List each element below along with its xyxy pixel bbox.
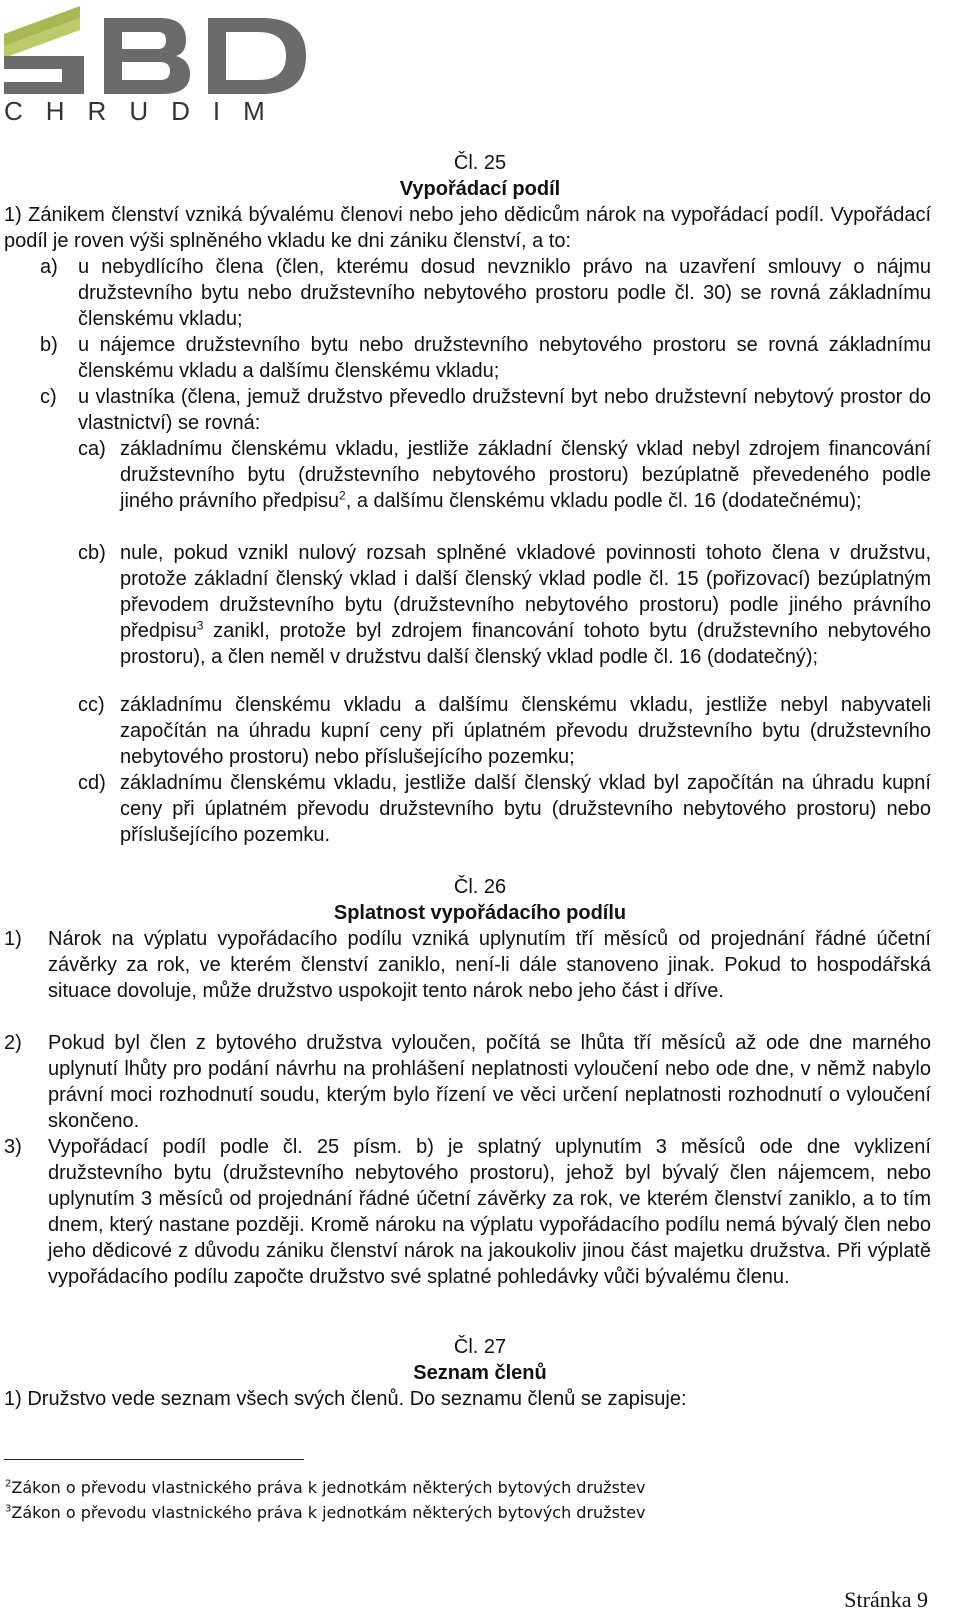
sbd-chrudim-logo [0,0,320,130]
list-item-text: u vlastníka (člena, jemuž družstvo převedlo družstevní byt nebo družstevní nebytový prostor do vlastnictví) se rovná: [78,386,931,434]
footnote-ref: 3 [196,618,204,633]
footnote [5,1502,646,1524]
article-25-heading [0,150,960,202]
sub-list-item [78,770,931,848]
footnote-mark: 2 [5,1478,12,1490]
article-26-heading [0,874,960,926]
list-item-text: Pokud byl člen z bytového družstva vyloučen, počítá se lhůta tří měsíců až ode dne marného uplynutí lhůty pro podání návrhu na prohlášení neplatnosti vyloučení nebo ode dne, v němž nabylo právní moci rozhodnutí soudu, kterým bylo řízení ve věci určení neplatnosti rozhodnutí o vyloučení skončeno. [48,1032,931,1132]
footnote-mark: 3 [5,1503,12,1515]
article-title: Splatnost vypořádacího podílu [333,902,627,924]
page-number: Stránka 9 [844,1587,928,1612]
footnote-ref: 2 [339,488,346,503]
list-item-text: Vypořádací podíl podle čl. 25 písm. b) je splatný uplynutím 3 měsíců ode dne vyklizení družstevního bytu (družstevního nebytového prostoru), jehož byl bývalý člen nájemcem, nebo uplynutím 3 měsíců od projednání řádné účetní závěrky za rok, ve kterém členství zaniklo, a to tím dnem, který nastane později. Kromě nároku na výplatu vypořádacího podílu nemá bývalý člen nebo jeho dědicové z důvodu zániku členství nárok na jakoukoliv jinou část majetku družstva. Při výplatě vypořádacího podílu započte družstvo své splatné pohledávky vůči bývalému členu. [48,1136,931,1288]
article-27-heading [0,1334,960,1386]
list-item [4,1134,931,1290]
list-item-label: 1) [4,928,22,950]
sub-list-item-text: nule, pokud vznikl nulový rozsah splněné vkladové povinnosti tohoto člena v družstvu, protože základní členský vklad i další členský vklad podle čl. 15 (pořizovací) bezúplatným převodem družstevního bytu (družstevního nebytového prostoru) podle jiného právního předpisu$^3$ zanikl, protože byl zdrojem financování tohoto bytu (družstevního nebytového prostoru), a člen neměl v družstvu další členský vklad podle čl. 16 (dodatečný); [120,542,931,668]
sub-list-item [78,692,931,770]
sub-list-item-text: základnímu členskému vkladu a dalšímu členskému vkladu, jestliže nebyl nabyvateli započítán na úhradu kupní ceny při úplatném převodu družstevního bytu (družstevního nebytového prostoru) nebo příslušejícího pozemku; [120,694,931,768]
sub-list-item-label: ca) [78,438,106,460]
list-item-label: 3) [4,1136,22,1158]
sub-list-item [78,436,931,514]
list-item [40,332,931,384]
list-item [40,384,931,436]
sub-list-item-label: cc) [78,694,105,716]
logo-s-base [4,82,84,94]
list-item [4,926,931,1004]
sub-list-item-label: cd) [78,772,106,794]
list-item-label: 2) [4,1032,22,1054]
list-item-text: Nárok na výplatu vypořádacího podílu vzniká uplynutím tří měsíců od projednání řádné účetní závěrky za rok, ve kterém členství zaniklo, není-li dále stanoveno jinak. Pokud to hospodářská situace dovoluje, může družstvo uspokojit tento nárok nebo jeho část i dříve. [48,928,931,1002]
list-item-text: u nájemce družstevního bytu nebo družstevního nebytového prostoru se rovná základnímu členskému vkladu a dalšímu členskému vkladu; [78,334,931,382]
logo-subtitle: CHRUDIM [4,96,288,126]
article-title: Vypořádací podíl [399,178,561,200]
logo-letter-b [104,18,190,94]
logo-letter-d [208,18,306,94]
list-item [4,1030,931,1134]
article-27-intro: 1) Družstvo vede seznam všech svých členů. Do seznamu členů se zapisuje: [4,1388,687,1410]
footnote-text: Zákon o převodu vlastnického práva k jednotkám některých bytových družstev [11,1503,646,1522]
article-number: Čl. 25 [453,152,507,174]
logo-graphic [0,0,320,130]
footnote-separator [4,1459,304,1460]
article-number: Čl. 26 [453,876,507,898]
list-item [40,254,931,332]
article-title: Seznam členů [413,1362,547,1384]
footnote-text: Zákon o převodu vlastnického práva k jednotkám některých bytových družstev [11,1478,646,1497]
list-item-text: u nebydlícího člena (člen, kterému dosud nevzniklo právo na uzavření smlouvy o nájmu družstevního bytu nebo družstevního nebytového prostoru podle čl. 30) se rovná základnímu členskému vkladu; [78,256,931,330]
article-25-intro: 1) Zánikem členství vzniká bývalému členovi nebo jeho dědicům nárok na vypořádací podíl. Vypořádací podíl je roven výši splněného vkladu ke dni zániku členství, a to: [4,204,931,252]
article-number: Čl. 27 [453,1336,507,1358]
sub-list-item-text: základnímu členskému vkladu, jestliže další členský vklad byl započítán na úhradu kupní ceny při úplatném převodu družstevního bytu (družstevního nebytového prostoru) nebo příslušejícího pozemku. [120,772,931,846]
list-item-label: a) [40,256,58,278]
footnote [5,1477,646,1499]
sub-list-item-label: cb) [78,542,106,564]
sub-list-item-text: základnímu členskému vkladu, jestliže základní členský vklad nebyl zdrojem financování družstevního bytu (družstevního nebytového prostoru) bezúplatně převedeného podle jiného právního předpisu$^2$, a dalšímu členskému vkladu podle čl. 16 (dodatečnému); [120,438,931,512]
sub-list-item [78,540,931,670]
list-item-label: b) [40,334,58,356]
list-item-label: c) [40,386,57,408]
